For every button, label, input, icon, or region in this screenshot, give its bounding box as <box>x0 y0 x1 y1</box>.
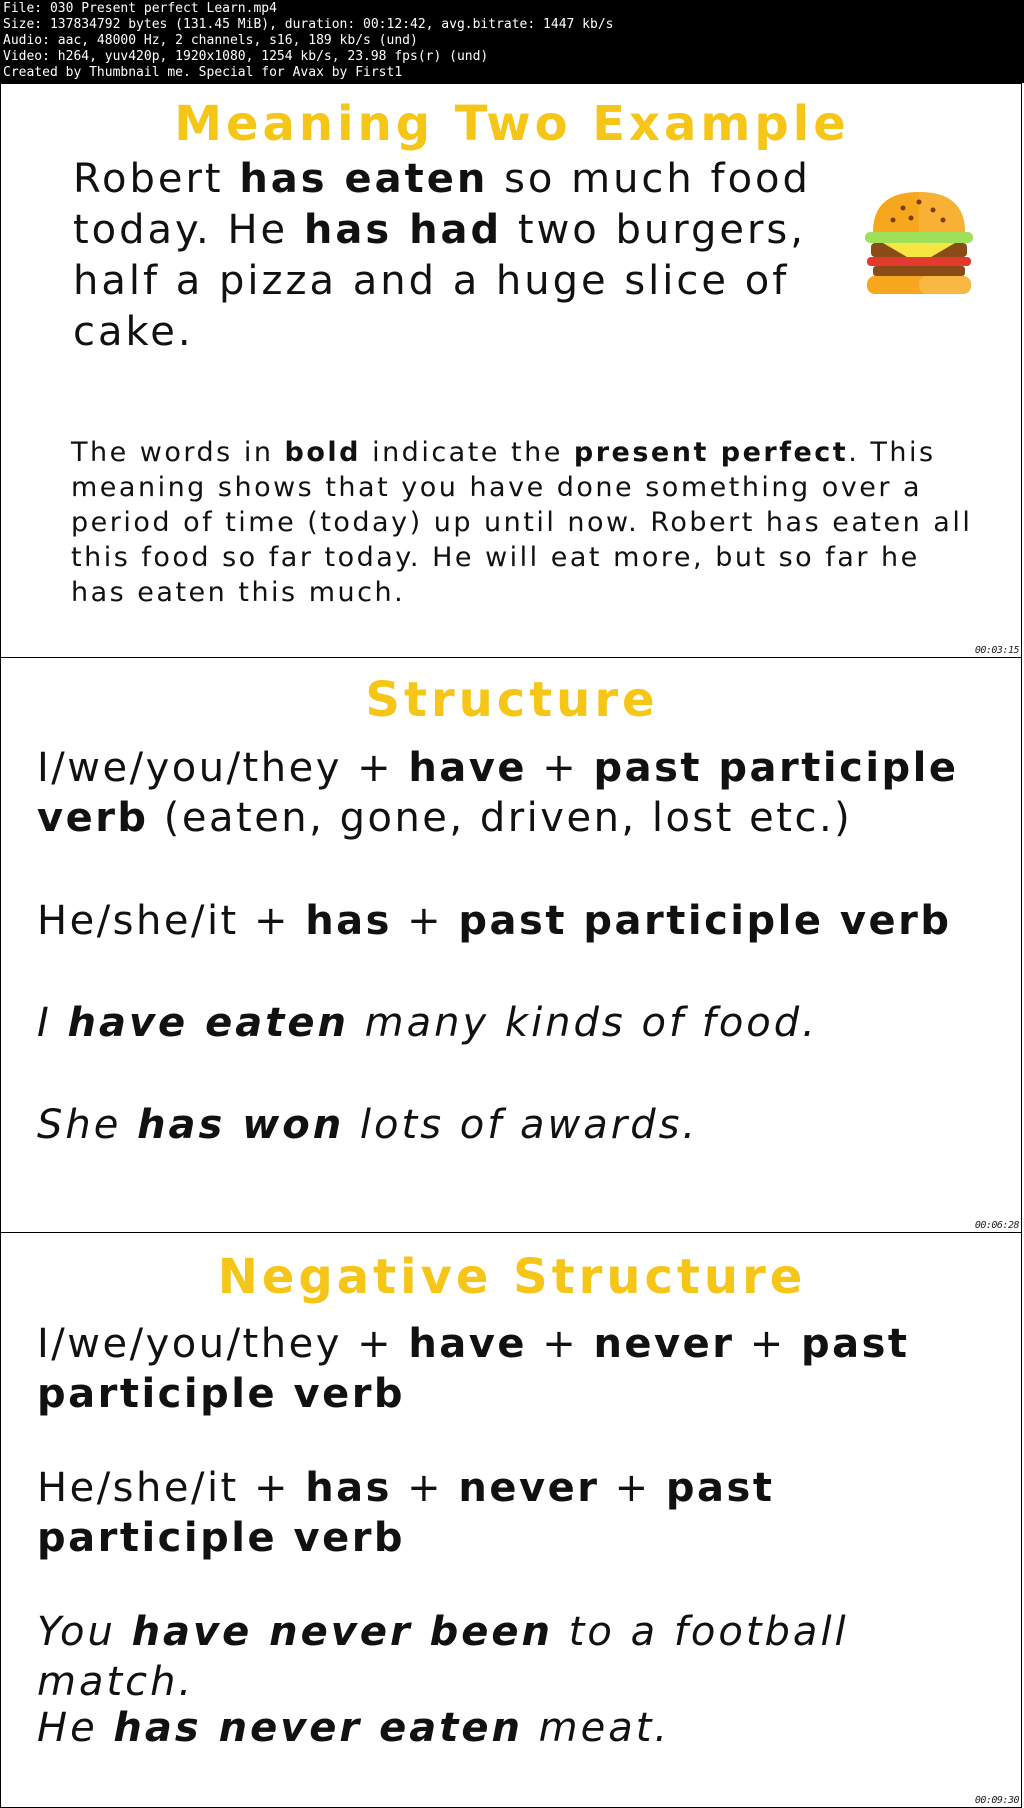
structure-rule: He/she/it + has + past participle verb <box>37 898 952 944</box>
bold-phrase: has never eaten <box>113 1705 523 1751</box>
file-info-line: Created by Thumbnail me. Special for Avax by First1 <box>3 65 403 80</box>
example-sentence: Robert has eaten so much food today. He has had two burgers, half a pizza and a huge slice of cake. <box>73 156 811 355</box>
bold-phrase: has <box>305 1465 392 1511</box>
bold-phrase: never <box>593 1321 735 1367</box>
bold-phrase: present perfect <box>573 437 849 468</box>
timestamp: 00:06:28 <box>974 1220 1019 1231</box>
bold-phrase: have never been <box>131 1609 554 1655</box>
bold-phrase: has <box>305 898 392 944</box>
video-frame-negative-structure <box>0 1232 1022 1808</box>
file-info-header <box>0 0 1024 83</box>
example-sentence: He has never eaten meat. <box>37 1705 671 1751</box>
timestamp: 00:03:15 <box>974 645 1019 656</box>
example-sentence: I have eaten many kinds of food. <box>37 1000 818 1046</box>
slide-title: Negative Structure <box>217 1249 807 1305</box>
example-sentence: You have never been to a football match. <box>37 1609 849 1705</box>
file-info-line: Video: h264, yuv420p, 1920x1080, 1254 kb/s, 23.98 fps(r) (und) <box>3 49 489 64</box>
bold-phrase: past participle verb <box>37 745 959 841</box>
video-frame-meaning-two <box>0 83 1022 658</box>
bold-phrase: never <box>458 1465 600 1511</box>
file-info-line: File: 030 Present perfect Learn.mp4 <box>3 1 277 16</box>
structure-rule: I/we/you/they + have + never + past participle verb <box>37 1321 910 1417</box>
bold-phrase: have <box>408 1321 527 1367</box>
bold-phrase: have eaten <box>67 1000 349 1046</box>
burger-icon <box>863 192 975 294</box>
example-sentence: She has won lots of awards. <box>37 1102 699 1148</box>
slide-title: Structure <box>365 672 659 728</box>
structure-rule: He/she/it + has + never + past participle verb <box>37 1465 775 1561</box>
video-frame-structure <box>0 657 1022 1233</box>
structure-rule: I/we/you/they + have + past participle verb (eaten, gone, driven, lost etc.) <box>37 745 959 841</box>
bold-phrase: past participle verb <box>458 898 952 944</box>
bold-phrase: past participle verb <box>37 1321 910 1417</box>
bold-phrase: have <box>408 745 527 791</box>
bold-phrase: has had <box>303 207 503 253</box>
bold-phrase: has eaten <box>239 156 489 202</box>
file-info-line: Audio: aac, 48000 Hz, 2 channels, s16, 189 kb/s (und) <box>3 33 418 48</box>
timestamp: 00:09:30 <box>974 1795 1019 1806</box>
bold-phrase: past participle verb <box>37 1465 775 1561</box>
bold-phrase: bold <box>284 437 361 468</box>
bold-phrase: has won <box>137 1102 345 1148</box>
slide-title: Meaning Two Example <box>174 96 850 152</box>
file-info-line: Size: 137834792 bytes (131.45 MiB), duration: 00:12:42, avg.bitrate: 1447 kb/s <box>3 17 614 32</box>
explanation-paragraph: The words in bold indicate the present perfect. This meaning shows that you have done something over a period of time (today) up until now. Robert has eaten all this food so far today. He will eat more, but so far he has eaten this much. <box>71 437 973 608</box>
